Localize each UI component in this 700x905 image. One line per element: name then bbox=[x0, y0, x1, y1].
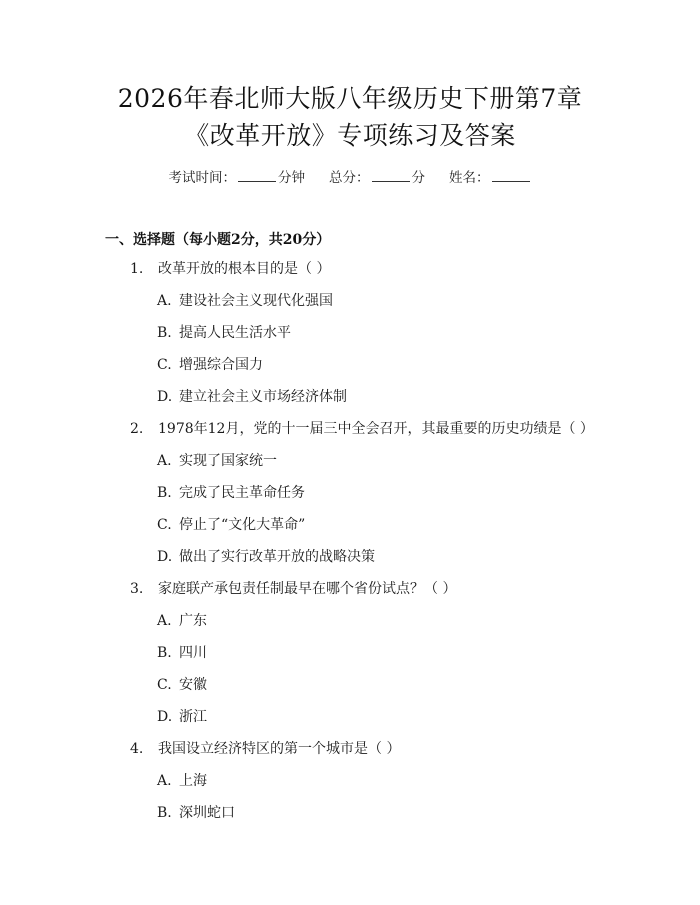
option-3b bbox=[157, 643, 207, 663]
question-1 bbox=[130, 259, 330, 279]
document-title-line1: 2026年春北师大版八年级历史下册第7章 bbox=[117, 84, 583, 113]
option-2d bbox=[157, 547, 375, 567]
option-text: 上海 bbox=[179, 773, 207, 789]
option-letter: A. bbox=[157, 453, 172, 469]
option-3a bbox=[157, 611, 207, 631]
option-text: 建设社会主义现代化强国 bbox=[179, 293, 333, 309]
option-text: 完成了民主革命任务 bbox=[179, 485, 305, 501]
option-text: 增强综合国力 bbox=[179, 357, 263, 373]
option-1d bbox=[157, 387, 347, 407]
option-text: 停止了“文化大革命” bbox=[179, 517, 306, 533]
option-2b bbox=[157, 483, 305, 503]
name-label: 姓名： bbox=[449, 170, 490, 186]
option-3d bbox=[157, 707, 207, 727]
question-text: 家庭联产承包责任制最早在哪个省份试点？（ ） bbox=[158, 581, 457, 597]
option-letter: A. bbox=[157, 293, 172, 309]
option-letter: B. bbox=[157, 325, 172, 341]
option-4a bbox=[157, 771, 207, 791]
option-letter: D. bbox=[157, 709, 173, 725]
option-text: 广东 bbox=[179, 613, 207, 629]
question-number: 3. bbox=[130, 581, 144, 597]
question-number: 2. bbox=[130, 421, 144, 437]
name-blank bbox=[492, 168, 530, 182]
option-2a bbox=[157, 451, 277, 471]
time-blank bbox=[238, 168, 276, 182]
option-letter: A. bbox=[157, 613, 172, 629]
question-text: 改革开放的根本目的是（ ） bbox=[158, 261, 331, 277]
exam-meta-line bbox=[0, 168, 700, 188]
document-title-line2: 《改革开放》专项练习及答案 bbox=[184, 121, 516, 150]
option-letter: B. bbox=[157, 645, 172, 661]
option-text: 安徽 bbox=[179, 677, 207, 693]
question-number: 1. bbox=[130, 261, 144, 277]
question-2 bbox=[130, 419, 594, 439]
option-letter: C. bbox=[157, 357, 172, 373]
score-label: 总分： bbox=[329, 170, 370, 186]
option-text: 实现了国家统一 bbox=[179, 453, 277, 469]
option-letter: B. bbox=[157, 805, 172, 821]
option-text: 四川 bbox=[179, 645, 207, 661]
option-letter: D. bbox=[157, 389, 173, 405]
score-blank bbox=[372, 168, 410, 182]
question-text: 1978年12月，党的十一届三中全会召开，其最重要的历史功绩是（ ） bbox=[158, 421, 594, 437]
option-4b bbox=[157, 803, 235, 823]
option-letter: D. bbox=[157, 549, 173, 565]
option-text: 提高人民生活水平 bbox=[179, 325, 291, 341]
option-letter: A. bbox=[157, 773, 172, 789]
section-heading: 一、选择题（每小题2分，共20分） bbox=[105, 232, 331, 248]
question-3 bbox=[130, 579, 456, 599]
option-text: 深圳蛇口 bbox=[179, 805, 235, 821]
question-text: 我国设立经济特区的第一个城市是（ ） bbox=[158, 741, 401, 757]
option-text: 浙江 bbox=[179, 709, 207, 725]
question-4 bbox=[130, 739, 400, 759]
option-letter: B. bbox=[157, 485, 172, 501]
option-letter: C. bbox=[157, 677, 172, 693]
time-label: 考试时间： bbox=[168, 170, 236, 186]
option-1c bbox=[157, 355, 263, 375]
option-3c bbox=[157, 675, 207, 695]
option-text: 做出了实行改革开放的战略决策 bbox=[179, 549, 375, 565]
option-2c bbox=[157, 515, 305, 535]
option-text: 建立社会主义市场经济体制 bbox=[179, 389, 347, 405]
score-unit: 分 bbox=[411, 170, 425, 186]
option-1a bbox=[157, 291, 333, 311]
option-letter: C. bbox=[157, 517, 172, 533]
option-1b bbox=[157, 323, 291, 343]
question-number: 4. bbox=[130, 741, 144, 757]
time-unit: 分钟 bbox=[278, 170, 305, 186]
